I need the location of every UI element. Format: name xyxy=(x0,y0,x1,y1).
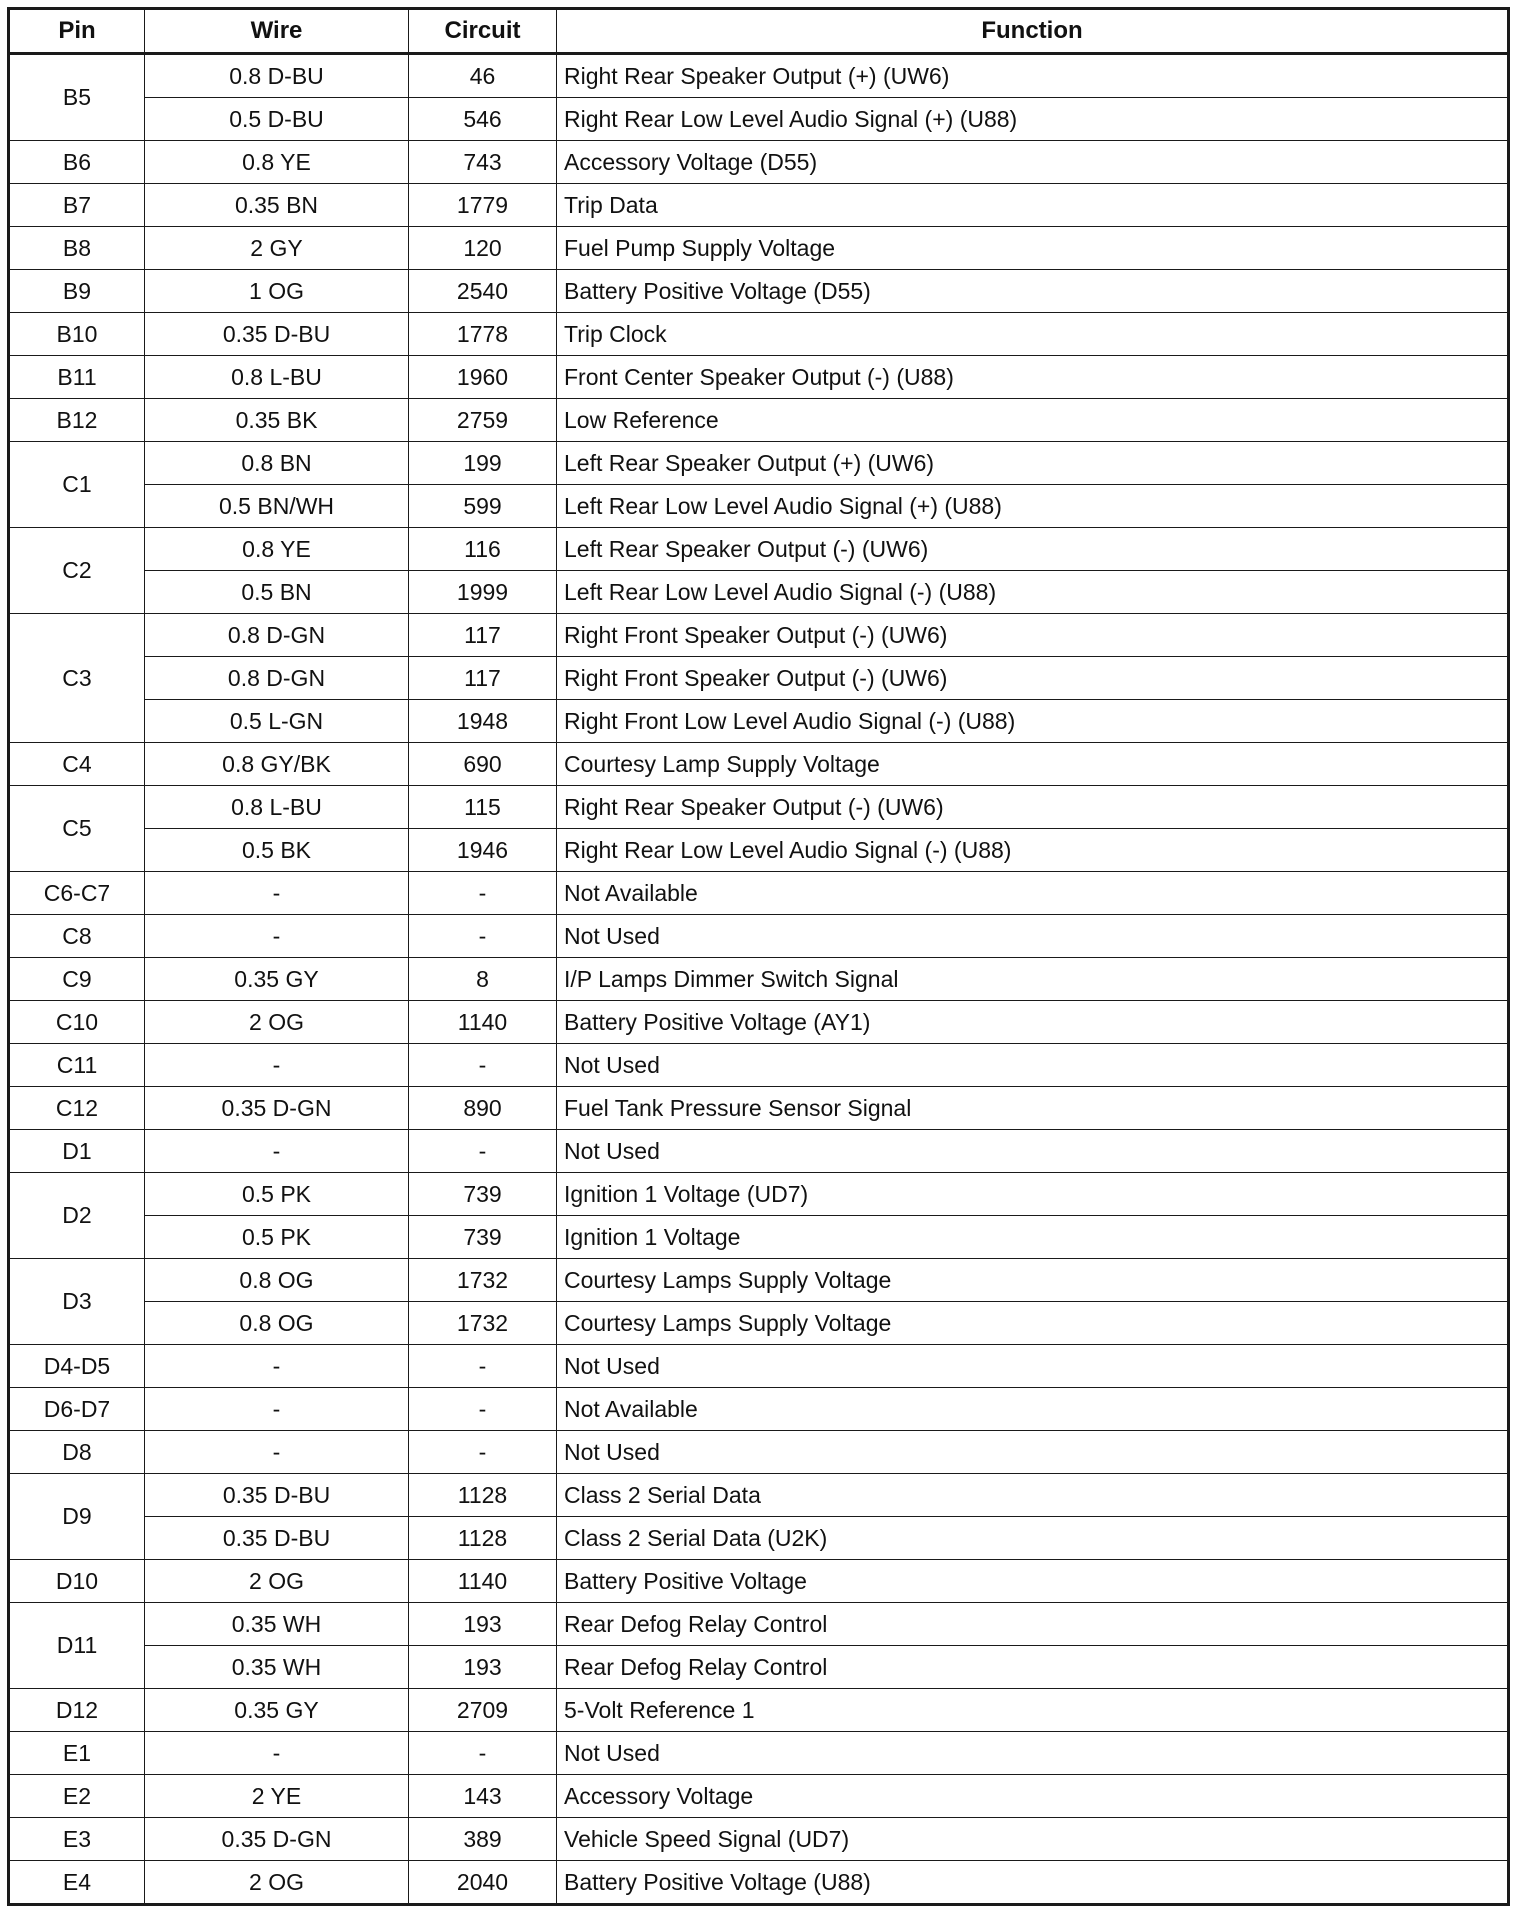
wire-cell: 2 OG xyxy=(145,1861,409,1905)
pin-cell: C2 xyxy=(9,528,145,614)
circuit-cell: 2040 xyxy=(409,1861,557,1905)
pinout-table xyxy=(7,7,1510,1906)
function-cell: Not Used xyxy=(557,1044,1509,1087)
pin-cell: C10 xyxy=(9,1001,145,1044)
function-cell: 5-Volt Reference 1 xyxy=(557,1689,1509,1732)
wire-cell: - xyxy=(145,1388,409,1431)
function-cell: I/P Lamps Dimmer Switch Signal xyxy=(557,958,1509,1001)
circuit-cell: 1960 xyxy=(409,356,557,399)
function-cell: Not Used xyxy=(557,1431,1509,1474)
function-cell: Rear Defog Relay Control xyxy=(557,1646,1509,1689)
circuit-cell: 1946 xyxy=(409,829,557,872)
wire-cell: 0.8 D-GN xyxy=(145,657,409,700)
circuit-cell: - xyxy=(409,1431,557,1474)
table-row xyxy=(9,1431,1509,1474)
function-cell: Accessory Voltage (D55) xyxy=(557,141,1509,184)
circuit-cell: - xyxy=(409,1388,557,1431)
wire-cell: 0.8 L-BU xyxy=(145,786,409,829)
pin-cell: B12 xyxy=(9,399,145,442)
wire-cell: 0.35 D-GN xyxy=(145,1818,409,1861)
table-row xyxy=(9,1001,1509,1044)
wire-cell: - xyxy=(145,872,409,915)
header-function: Function xyxy=(557,9,1509,54)
circuit-cell: 143 xyxy=(409,1775,557,1818)
table-row xyxy=(9,1474,1509,1517)
table-row xyxy=(9,829,1509,872)
table-row xyxy=(9,184,1509,227)
wire-cell: 0.8 YE xyxy=(145,141,409,184)
wire-cell: 2 OG xyxy=(145,1001,409,1044)
wire-cell: 0.5 BN xyxy=(145,571,409,614)
table-row xyxy=(9,528,1509,571)
table-row xyxy=(9,1173,1509,1216)
circuit-cell: 389 xyxy=(409,1818,557,1861)
circuit-cell: 1140 xyxy=(409,1560,557,1603)
function-cell: Ignition 1 Voltage (UD7) xyxy=(557,1173,1509,1216)
pin-cell: E2 xyxy=(9,1775,145,1818)
table-row xyxy=(9,700,1509,743)
circuit-cell: 2709 xyxy=(409,1689,557,1732)
circuit-cell: 1778 xyxy=(409,313,557,356)
function-cell: Courtesy Lamps Supply Voltage xyxy=(557,1302,1509,1345)
pin-cell: D9 xyxy=(9,1474,145,1560)
wire-cell: 0.5 PK xyxy=(145,1216,409,1259)
circuit-cell: 8 xyxy=(409,958,557,1001)
table-row xyxy=(9,1087,1509,1130)
function-cell: Right Front Speaker Output (-) (UW6) xyxy=(557,657,1509,700)
pin-cell: B7 xyxy=(9,184,145,227)
pin-cell: C12 xyxy=(9,1087,145,1130)
table-row xyxy=(9,872,1509,915)
circuit-cell: 2540 xyxy=(409,270,557,313)
wire-cell: - xyxy=(145,1044,409,1087)
circuit-cell: 890 xyxy=(409,1087,557,1130)
function-cell: Front Center Speaker Output (-) (U88) xyxy=(557,356,1509,399)
table-row xyxy=(9,1216,1509,1259)
table-row xyxy=(9,1775,1509,1818)
function-cell: Right Rear Speaker Output (-) (UW6) xyxy=(557,786,1509,829)
wire-cell: 0.35 GY xyxy=(145,958,409,1001)
table-row xyxy=(9,958,1509,1001)
table-row xyxy=(9,227,1509,270)
function-cell: Right Rear Low Level Audio Signal (-) (U88) xyxy=(557,829,1509,872)
wire-cell: 2 OG xyxy=(145,1560,409,1603)
function-cell: Battery Positive Voltage (U88) xyxy=(557,1861,1509,1905)
pin-cell: C9 xyxy=(9,958,145,1001)
table-row xyxy=(9,1517,1509,1560)
wire-cell: 0.8 OG xyxy=(145,1259,409,1302)
pin-cell: E4 xyxy=(9,1861,145,1905)
function-cell: Courtesy Lamp Supply Voltage xyxy=(557,743,1509,786)
table-row xyxy=(9,1345,1509,1388)
pin-cell: B9 xyxy=(9,270,145,313)
header-pin: Pin xyxy=(9,9,145,54)
function-cell: Courtesy Lamps Supply Voltage xyxy=(557,1259,1509,1302)
circuit-cell: 690 xyxy=(409,743,557,786)
wire-cell: 0.8 L-BU xyxy=(145,356,409,399)
circuit-cell: 1779 xyxy=(409,184,557,227)
circuit-cell: 1732 xyxy=(409,1302,557,1345)
wire-cell: 0.8 GY/BK xyxy=(145,743,409,786)
wire-cell: 0.35 GY xyxy=(145,1689,409,1732)
function-cell: Not Used xyxy=(557,1130,1509,1173)
table-row xyxy=(9,1259,1509,1302)
function-cell: Not Available xyxy=(557,1388,1509,1431)
function-cell: Left Rear Low Level Audio Signal (-) (U88) xyxy=(557,571,1509,614)
circuit-cell: - xyxy=(409,915,557,958)
function-cell: Rear Defog Relay Control xyxy=(557,1603,1509,1646)
pin-cell: D10 xyxy=(9,1560,145,1603)
circuit-cell: 599 xyxy=(409,485,557,528)
pin-cell: B5 xyxy=(9,54,145,141)
wire-cell: - xyxy=(145,1130,409,1173)
table-row xyxy=(9,1302,1509,1345)
function-cell: Class 2 Serial Data (U2K) xyxy=(557,1517,1509,1560)
table-row xyxy=(9,1130,1509,1173)
wire-cell: - xyxy=(145,1345,409,1388)
wire-cell: 0.8 YE xyxy=(145,528,409,571)
circuit-cell: - xyxy=(409,1044,557,1087)
function-cell: Not Used xyxy=(557,1732,1509,1775)
wire-cell: 0.35 WH xyxy=(145,1603,409,1646)
function-cell: Accessory Voltage xyxy=(557,1775,1509,1818)
table-row xyxy=(9,1044,1509,1087)
pin-cell: D12 xyxy=(9,1689,145,1732)
circuit-cell: 199 xyxy=(409,442,557,485)
function-cell: Left Rear Speaker Output (-) (UW6) xyxy=(557,528,1509,571)
table-row xyxy=(9,356,1509,399)
pin-cell: E1 xyxy=(9,1732,145,1775)
circuit-cell: 117 xyxy=(409,614,557,657)
function-cell: Not Available xyxy=(557,872,1509,915)
function-cell: Battery Positive Voltage (D55) xyxy=(557,270,1509,313)
table-row xyxy=(9,1861,1509,1905)
pin-cell: D4-D5 xyxy=(9,1345,145,1388)
function-cell: Fuel Pump Supply Voltage xyxy=(557,227,1509,270)
wire-cell: 0.8 BN xyxy=(145,442,409,485)
circuit-cell: 116 xyxy=(409,528,557,571)
function-cell: Fuel Tank Pressure Sensor Signal xyxy=(557,1087,1509,1130)
wire-cell: 0.8 D-BU xyxy=(145,54,409,98)
function-cell: Class 2 Serial Data xyxy=(557,1474,1509,1517)
circuit-cell: - xyxy=(409,872,557,915)
wire-cell: 2 YE xyxy=(145,1775,409,1818)
pin-cell: D3 xyxy=(9,1259,145,1345)
header-circuit: Circuit xyxy=(409,9,557,54)
wire-cell: 0.35 D-BU xyxy=(145,313,409,356)
table-row xyxy=(9,1388,1509,1431)
wire-cell: 0.35 D-BU xyxy=(145,1517,409,1560)
wire-cell: 0.35 BN xyxy=(145,184,409,227)
table-row xyxy=(9,786,1509,829)
function-cell: Battery Positive Voltage (AY1) xyxy=(557,1001,1509,1044)
pin-cell: E3 xyxy=(9,1818,145,1861)
wire-cell: - xyxy=(145,915,409,958)
wire-cell: 0.8 OG xyxy=(145,1302,409,1345)
pin-cell: D2 xyxy=(9,1173,145,1259)
circuit-cell: 115 xyxy=(409,786,557,829)
function-cell: Battery Positive Voltage xyxy=(557,1560,1509,1603)
table-row xyxy=(9,399,1509,442)
function-cell: Not Used xyxy=(557,1345,1509,1388)
pin-cell: C6-C7 xyxy=(9,872,145,915)
circuit-cell: 1128 xyxy=(409,1474,557,1517)
circuit-cell: 546 xyxy=(409,98,557,141)
function-cell: Right Rear Low Level Audio Signal (+) (U88) xyxy=(557,98,1509,141)
table-row xyxy=(9,571,1509,614)
wire-cell: 0.5 BK xyxy=(145,829,409,872)
header-wire: Wire xyxy=(145,9,409,54)
function-cell: Low Reference xyxy=(557,399,1509,442)
circuit-cell: - xyxy=(409,1732,557,1775)
table-row xyxy=(9,141,1509,184)
table-row xyxy=(9,915,1509,958)
circuit-cell: 739 xyxy=(409,1173,557,1216)
table-row xyxy=(9,1646,1509,1689)
function-cell: Left Rear Low Level Audio Signal (+) (U88) xyxy=(557,485,1509,528)
circuit-cell: 193 xyxy=(409,1603,557,1646)
pin-cell: C1 xyxy=(9,442,145,528)
wire-cell: 0.5 L-GN xyxy=(145,700,409,743)
function-cell: Ignition 1 Voltage xyxy=(557,1216,1509,1259)
wire-cell: 0.35 D-GN xyxy=(145,1087,409,1130)
function-cell: Right Front Low Level Audio Signal (-) (U88) xyxy=(557,700,1509,743)
table-row xyxy=(9,1603,1509,1646)
table-row xyxy=(9,614,1509,657)
circuit-cell: 739 xyxy=(409,1216,557,1259)
wire-cell: 0.5 PK xyxy=(145,1173,409,1216)
pin-cell: C8 xyxy=(9,915,145,958)
circuit-cell: 117 xyxy=(409,657,557,700)
table-row xyxy=(9,270,1509,313)
function-cell: Vehicle Speed Signal (UD7) xyxy=(557,1818,1509,1861)
pin-cell: B8 xyxy=(9,227,145,270)
circuit-cell: 1948 xyxy=(409,700,557,743)
circuit-cell: 1732 xyxy=(409,1259,557,1302)
pin-cell: C5 xyxy=(9,786,145,872)
table-row xyxy=(9,98,1509,141)
wire-cell: 0.35 BK xyxy=(145,399,409,442)
circuit-cell: 193 xyxy=(409,1646,557,1689)
circuit-cell: 1140 xyxy=(409,1001,557,1044)
wire-cell: 1 OG xyxy=(145,270,409,313)
pin-cell: B10 xyxy=(9,313,145,356)
wire-cell: 0.35 WH xyxy=(145,1646,409,1689)
pin-cell: C3 xyxy=(9,614,145,743)
circuit-cell: - xyxy=(409,1345,557,1388)
table-row xyxy=(9,657,1509,700)
wire-cell: - xyxy=(145,1732,409,1775)
header-row xyxy=(9,9,1509,54)
wire-cell: - xyxy=(145,1431,409,1474)
table-row xyxy=(9,743,1509,786)
circuit-cell: 1128 xyxy=(409,1517,557,1560)
circuit-cell: 1999 xyxy=(409,571,557,614)
function-cell: Right Rear Speaker Output (+) (UW6) xyxy=(557,54,1509,98)
pin-cell: D8 xyxy=(9,1431,145,1474)
pin-cell: D1 xyxy=(9,1130,145,1173)
pin-cell: B11 xyxy=(9,356,145,399)
function-cell: Trip Clock xyxy=(557,313,1509,356)
table-row xyxy=(9,1732,1509,1775)
table-row xyxy=(9,54,1509,98)
wire-cell: 0.5 BN/WH xyxy=(145,485,409,528)
circuit-cell: 120 xyxy=(409,227,557,270)
pin-cell: C11 xyxy=(9,1044,145,1087)
pin-cell: B6 xyxy=(9,141,145,184)
table-row xyxy=(9,1560,1509,1603)
wire-cell: 2 GY xyxy=(145,227,409,270)
circuit-cell: 743 xyxy=(409,141,557,184)
table-row xyxy=(9,485,1509,528)
function-cell: Not Used xyxy=(557,915,1509,958)
pin-cell: D6-D7 xyxy=(9,1388,145,1431)
table-row xyxy=(9,1689,1509,1732)
circuit-cell: 46 xyxy=(409,54,557,98)
wire-cell: 0.35 D-BU xyxy=(145,1474,409,1517)
circuit-cell: - xyxy=(409,1130,557,1173)
wire-cell: 0.5 D-BU xyxy=(145,98,409,141)
pin-cell: C4 xyxy=(9,743,145,786)
table-body xyxy=(9,54,1509,1905)
table-row xyxy=(9,313,1509,356)
wire-cell: 0.8 D-GN xyxy=(145,614,409,657)
function-cell: Right Front Speaker Output (-) (UW6) xyxy=(557,614,1509,657)
table-row xyxy=(9,442,1509,485)
table-row xyxy=(9,1818,1509,1861)
pin-cell: D11 xyxy=(9,1603,145,1689)
function-cell: Left Rear Speaker Output (+) (UW6) xyxy=(557,442,1509,485)
function-cell: Trip Data xyxy=(557,184,1509,227)
circuit-cell: 2759 xyxy=(409,399,557,442)
